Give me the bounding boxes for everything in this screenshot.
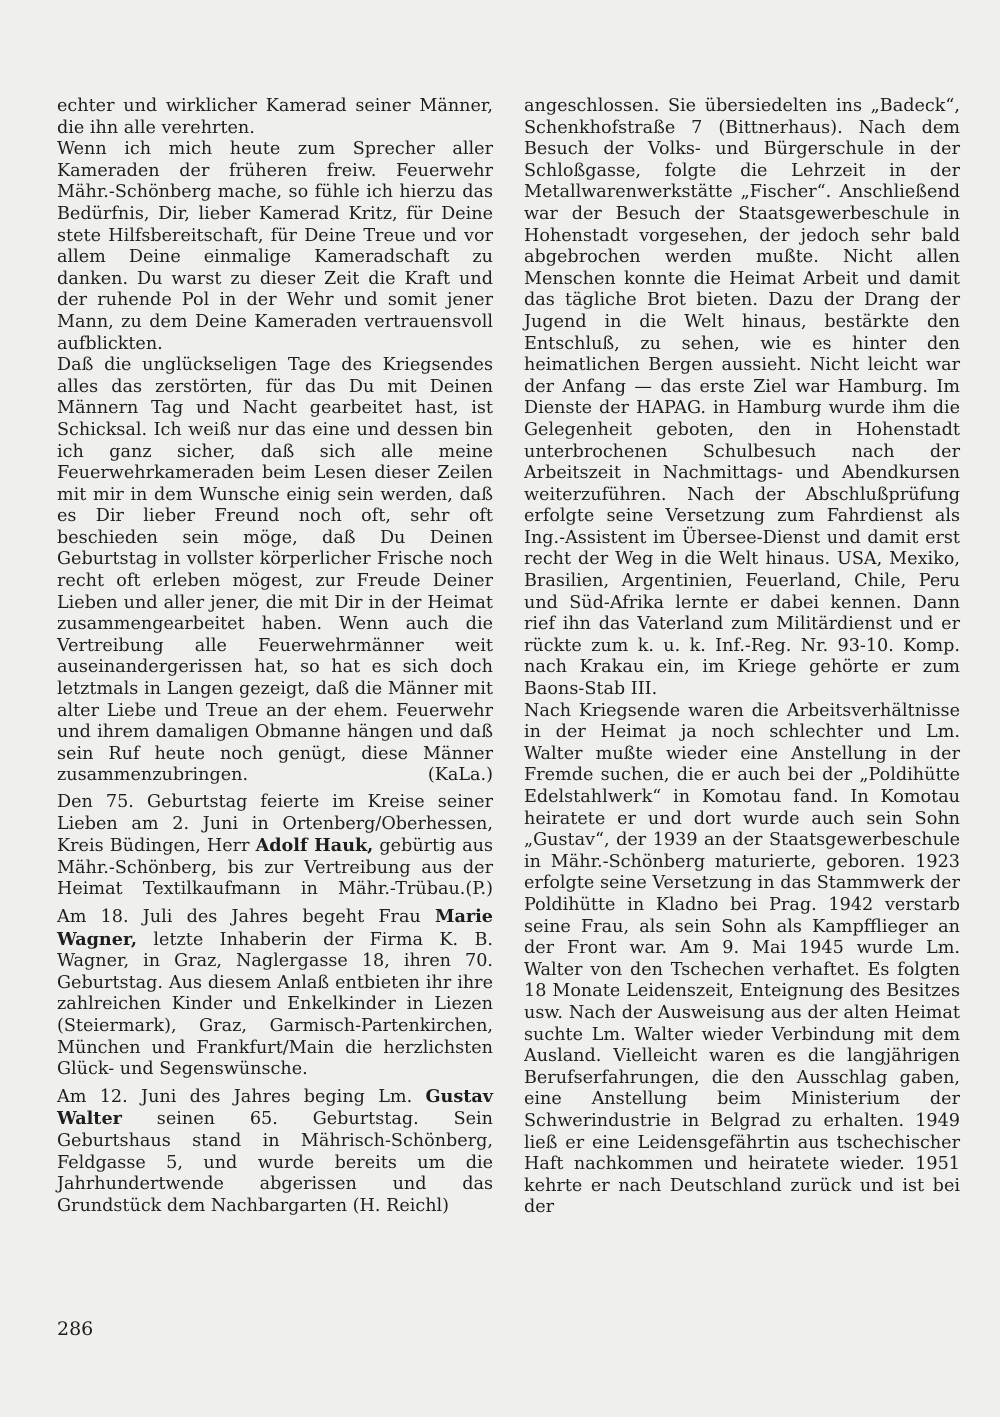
paragraph-gustav-walter-text: seinen 65. Geburtstag. Sein Geburtshaus stand in Mährisch-Schönberg, Feldgasse 5, und wurde bereits um die Jahrhundertwende abgerissen und das Grundstück dem Nachbargarten (H. Reichl) bbox=[57, 1109, 493, 1216]
signature-kala: (KaLa.) bbox=[427, 765, 493, 786]
paragraph-adolf-hauk bbox=[57, 792, 493, 901]
paragraph-kamerad-end: echter und wirklicher Kamerad seiner Männer, die ihn alle verehrten. bbox=[57, 96, 493, 138]
page-number: 286 bbox=[57, 1318, 94, 1340]
right-column bbox=[524, 96, 960, 1219]
paragraph-kriegsende-text: Daß die unglückseligen Tage des Kriegsendes alles das zerstörten, für das Du mit Deinen Männern Tag und Nacht gearbeitet hast, ist Schicksal. Ich weiß nur das eine und dessen bin ich ganz sicher, daß sich alle meine Feuerwehrkameraden beim Lesen dieser Zeilen mit mir in dem Wunsche einig sein werden, daß es Dir lieber Freund noch oft, sehr oft beschieden sein möge, daß Du Deinen Geburtstag in vollster körperlicher Frische noch recht oft erleben mögest, zur Freude Deiner Lieben und aller jener, die mit Dir in der Heimat zusammengearbeitet haben. Wenn auch die Vertreibung alle Feuerwehrmänner weit auseinandergerissen hat, so hat es sich doch letztmals in Langen gezeigt, daß die Männer mit alter Liebe und Treue an der ehem. Feuerwehr und ihrem damaligen Obmanne hängen und daß sein Ruf heute noch genügt, diese Männer zusammenzubringen. bbox=[57, 355, 493, 786]
name-gustav-walter: Gustav Walter bbox=[57, 1085, 494, 1130]
left-column bbox=[57, 96, 493, 1217]
name-marie-wagner: Marie Wagner, bbox=[57, 905, 494, 950]
paragraph-gustav-walter bbox=[57, 1086, 493, 1218]
paragraph-kriegsende bbox=[57, 355, 493, 787]
name-adolf-hauk: Adolf Hauk, bbox=[255, 835, 374, 857]
paragraph-walter-career: angeschlossen. Sie übersiedelten ins „Badeck“, Schenkhofstraße 7 (Bittnerhaus). Nach dem Besuch der Volks- und Bürgerschule in der Schloßgasse, folgte die Lehrzeit in der Metallwarenwerkstätte „Fischer“. Anschließend war der Besuch der Staatsgewerbeschule in Hohenstadt vorgesehen, der jedoch sehr bald abgebrochen werden mußte. Nicht allen Menschen konnte die Heimat Arbeit und damit das tägliche Brot bieten. Dazu der Drang der Jugend in die Welt hinaus, bestärkte den Entschluß, zu sehen, wie es hinter den heimatlichen Bergen aussieht. Nicht leicht war der Anfang — das erste Ziel war Hamburg. Im Dienste der HAPAG. in Hamburg wurde ihm die Gelegenheit geboten, den in Hohenstadt unterbrochenen Schulbesuch nach der Arbeitszeit in Nachmittags- und Abendkursen weiterzuführen. Nach der Abschlußprüfung erfolgte seine Versetzung zum Fahrdienst als Ing.-Assistent im Übersee-Dienst und damit erst recht der Weg in die Welt hinaus. USA, Mexiko, Brasilien, Argentinien, Feuerland, Chile, Peru und Süd-Afrika lernte er dabei kennen. Dann rief ihn das Vaterland zum Militärdienst und er rückte zum k. u. k. Inf.-Reg. Nr. 93-10. Komp. nach Krakau ein, im Kriege gehörte er zum Baons-Stab III. bbox=[524, 96, 960, 700]
paragraph-adolf-hauk-intro: Den 75. Geburtstag feierte im Kreise seiner Lieben am 2. Juni in Ortenberg/Oberhessen, Kreis Büdingen, Herr bbox=[57, 792, 493, 857]
paragraph-adolf-hauk-text: gebürtig aus Mähr.-Schönberg, bis zur Vertreibung aus der Heimat Textilkaufmann in Mähr.-Trübau. bbox=[57, 836, 493, 900]
paragraph-feuerwehr-thanks: Wenn ich mich heute zum Sprecher aller Kameraden der früheren freiw. Feuerwehr Mähr.-Schönberg mache, so fühle ich hierzu das Bedürfnis, Dir, lieber Kamerad Kritz, für Deine stete Hilfsbereitschaft, für Deine Treue und vor allem Deine einmalige Kameradschaft zu danken. Du warst zu dieser Zeit die Kraft und der ruhende Pol in der Wehr und somit jener Mann, zu dem Deine Kameraden vertrauensvoll aufblickten. bbox=[57, 139, 493, 354]
paragraph-marie-wagner-text: letzte Inhaberin der Firma K. B. Wagner, in Graz, Naglergasse 18, ihren 70. Geburtstag. Aus diesem Anlaß entbieten ihr ihre zahlreichen Kinder und Enkelkinder in Liezen (Steiermark), Graz, Garmisch-Partenkirchen, München und Frankfurt/Main die herzlichsten Glück- und Segenswünsche. bbox=[57, 929, 494, 1080]
paragraph-gustav-walter-intro: Am 12. Juni des Jahres beging Lm. bbox=[57, 1086, 413, 1107]
paragraph-marie-wagner-intro: Am 18. Juli des Jahres begeht Frau bbox=[57, 906, 421, 927]
signature-p: (P.) bbox=[465, 879, 493, 900]
paragraph-marie-wagner bbox=[57, 906, 493, 1081]
paragraph-walter-postwar: Nach Kriegsende waren die Arbeitsverhältnisse in der Heimat ja noch schlechter und Lm. Walter mußte wieder eine Anstellung in der Fremde suchen, die er auch bei der „Poldihütte Edelstahlwerk“ in Komotau fand. In Komotau heiratete er und dort wurde auch sein Sohn „Gustav“, der 1939 an der Staatsgewerbeschule in Mähr.-Schönberg maturierte, geboren. 1923 erfolgte seine Versetzung in das Stammwerk der Poldihütte in Kladno bei Prag. 1942 verstarb seine Frau, als sein Sohn als Kampfflieger an der Front war. Am 9. Mai 1945 wurde Lm. Walter von den Tschechen verhaftet. Es folgten 18 Monate Leidenszeit, Enteignung des Besitzes usw. Nach der Ausweisung aus der alten Heimat suchte Lm. Walter wieder Verbindung mit dem Ausland. Vielleicht waren es die langjährigen Berufserfahrungen, die den Ausschlag gaben, eine Anstellung beim Ministerium der Schwerindustrie in Belgrad zu erhalten. 1949 ließ er eine Leidensgefährtin aus tschechischer Haft nachkommen und heiratete wieder. 1951 kehrte er nach Deutschland zurück und ist bei der bbox=[524, 700, 960, 1218]
